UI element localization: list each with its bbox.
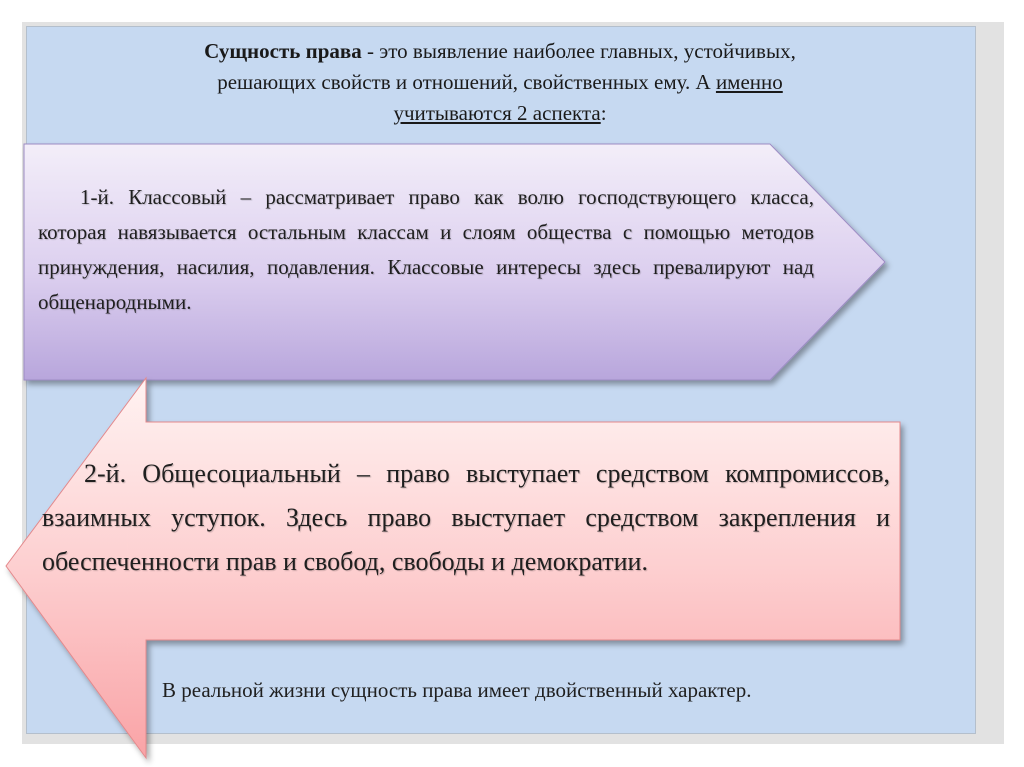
- heading-underlined-1: именно: [715, 70, 783, 94]
- conclusion-text: В реальной жизни сущность права имеет двойственный характер.: [162, 678, 752, 702]
- aspect-2-text: 2-й. Общесоциальный – право выступает средством компромиссов, взаимных уступок. Здесь право выступает средством закрепления и обеспеченности прав и свобод, свободы и демократии.: [42, 459, 890, 576]
- aspect-1-text: 1-й. Классовый – рассматривает право как волю господствующего класса, которая навязывается остальным классам и слоям общества с помощью методов принуждения, насилия, подавления. Классовые интересы здесь превалируют над общенародными.: [38, 185, 814, 314]
- heading-line2: решающих свойств и отношений, свойственных ему. А: [217, 70, 716, 94]
- heading-definition: - это выявление наиболее главных, устойчивых,: [361, 39, 796, 63]
- heading-colon: :: [600, 101, 607, 125]
- heading-term: Сущность права: [204, 39, 362, 63]
- heading-underlined-2: учитываются 2 аспекта: [393, 101, 601, 125]
